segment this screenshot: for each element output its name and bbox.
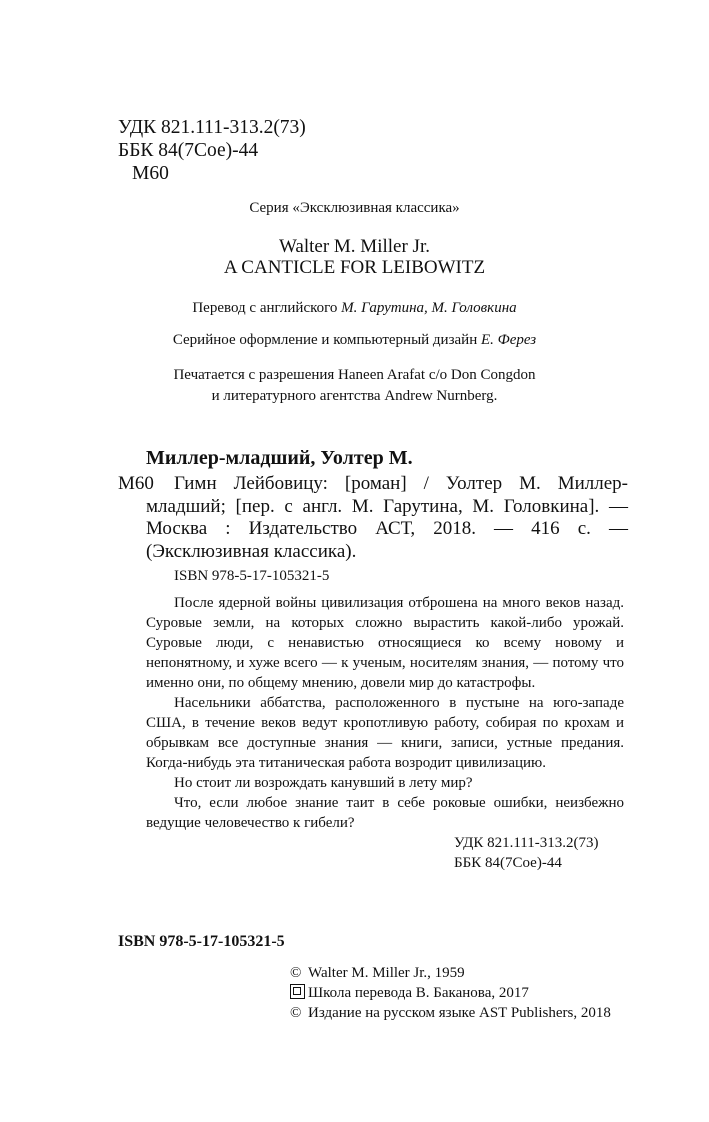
bibliographic-record: [118, 473, 628, 563]
copyright-translation: [290, 983, 611, 1003]
permission-line-2: и литературного агентства Andrew Nurnberg.: [211, 388, 498, 404]
translation-school-icon: [290, 984, 305, 999]
bib-author-code: М60: [118, 473, 154, 494]
annotation: [146, 593, 624, 873]
design-prefix: Серийное оформление и компьютерный дизайн: [172, 332, 481, 348]
classification-codes: [118, 116, 306, 185]
translation-prefix: Перевод с английского: [192, 300, 342, 316]
annotation-paragraph: Насельники аббатства, расположенного в пустыне на юго-западе США, в течение веков ведут кропотливую работу, собирая по крохам и обрывкам все доступные знания — книги, записи, устные предания. Когда-нибудь эта титаническая работа возродит цивилизацию.: [146, 695, 624, 771]
copyright-icon: ©: [290, 965, 302, 981]
copyright-edition: [290, 1003, 611, 1023]
copyright-author: [290, 963, 611, 983]
annotation-bbk: ББК 84(7Сое)-44: [454, 855, 562, 871]
copyright-translation-text: Школа перевода В. Баканова, 2017: [308, 985, 529, 1001]
bib-description: Гимн Лейбовицу: [роман] / Уолтер М. Миллер-младший; [пер. с англ. М. Гарутина, М. Головкина]. — Москва : Издательство АСТ, 2018. — 416 с. — (Эксклюзивная классика).: [146, 473, 628, 562]
isbn-main: ISBN 978-5-17-105321-5: [118, 933, 285, 950]
permission-note: [0, 365, 709, 407]
annotation-paragraph: Что, если любое знание таит в себе роковые ошибки, неизбежно ведущие человечество к гибели?: [146, 795, 624, 831]
author-code: М60: [132, 163, 169, 184]
translators: М. Гарутина, М. Головкина: [341, 300, 517, 316]
annotation-udk: УДК 821.111-313.2(73): [454, 835, 599, 851]
original-author: Walter M. Miller Jr.: [279, 236, 430, 257]
copyright-block: [290, 963, 611, 1023]
original-title: A CANTICLE FOR LEIBOWITZ: [223, 257, 486, 278]
copyright-edition-text: Издание на русском языке AST Publishers, 2018: [308, 1005, 611, 1021]
design-credit: [0, 332, 709, 349]
copyright-author-text: Walter M. Miller Jr., 1959: [308, 965, 465, 981]
translation-credit: [0, 300, 709, 317]
udk-code: УДК 821.111-313.2(73): [118, 117, 306, 138]
bbk-code: ББК 84(7Сое)-44: [118, 140, 259, 161]
author-heading: Миллер-младший, Уолтер М.: [146, 447, 413, 469]
original-edition: [0, 236, 709, 278]
annotation-paragraph: Но стоит ли возрождать канувший в лету мир?: [174, 775, 473, 791]
copyright-icon: ©: [290, 1005, 302, 1021]
annotation-paragraph: После ядерной войны цивилизация отброшена на много веков назад. Суровые земли, на которых сложно вырастить какой-либо урожай. Суровые люди, с ненавистью относящиеся ко всему новому и непонятному, и хуже всего — к ученым, носителям знания, — потому что именно они, по общему мнению, довели мир до катастрофы.: [146, 595, 624, 691]
bib-isbn: ISBN 978-5-17-105321-5: [174, 568, 330, 584]
permission-line-1: Печатается с разрешения Haneen Arafat c/o Don Congdon: [173, 367, 536, 383]
designer: Е. Ферез: [480, 332, 537, 348]
series-line: Серия «Эксклюзивная классика»: [249, 200, 460, 216]
